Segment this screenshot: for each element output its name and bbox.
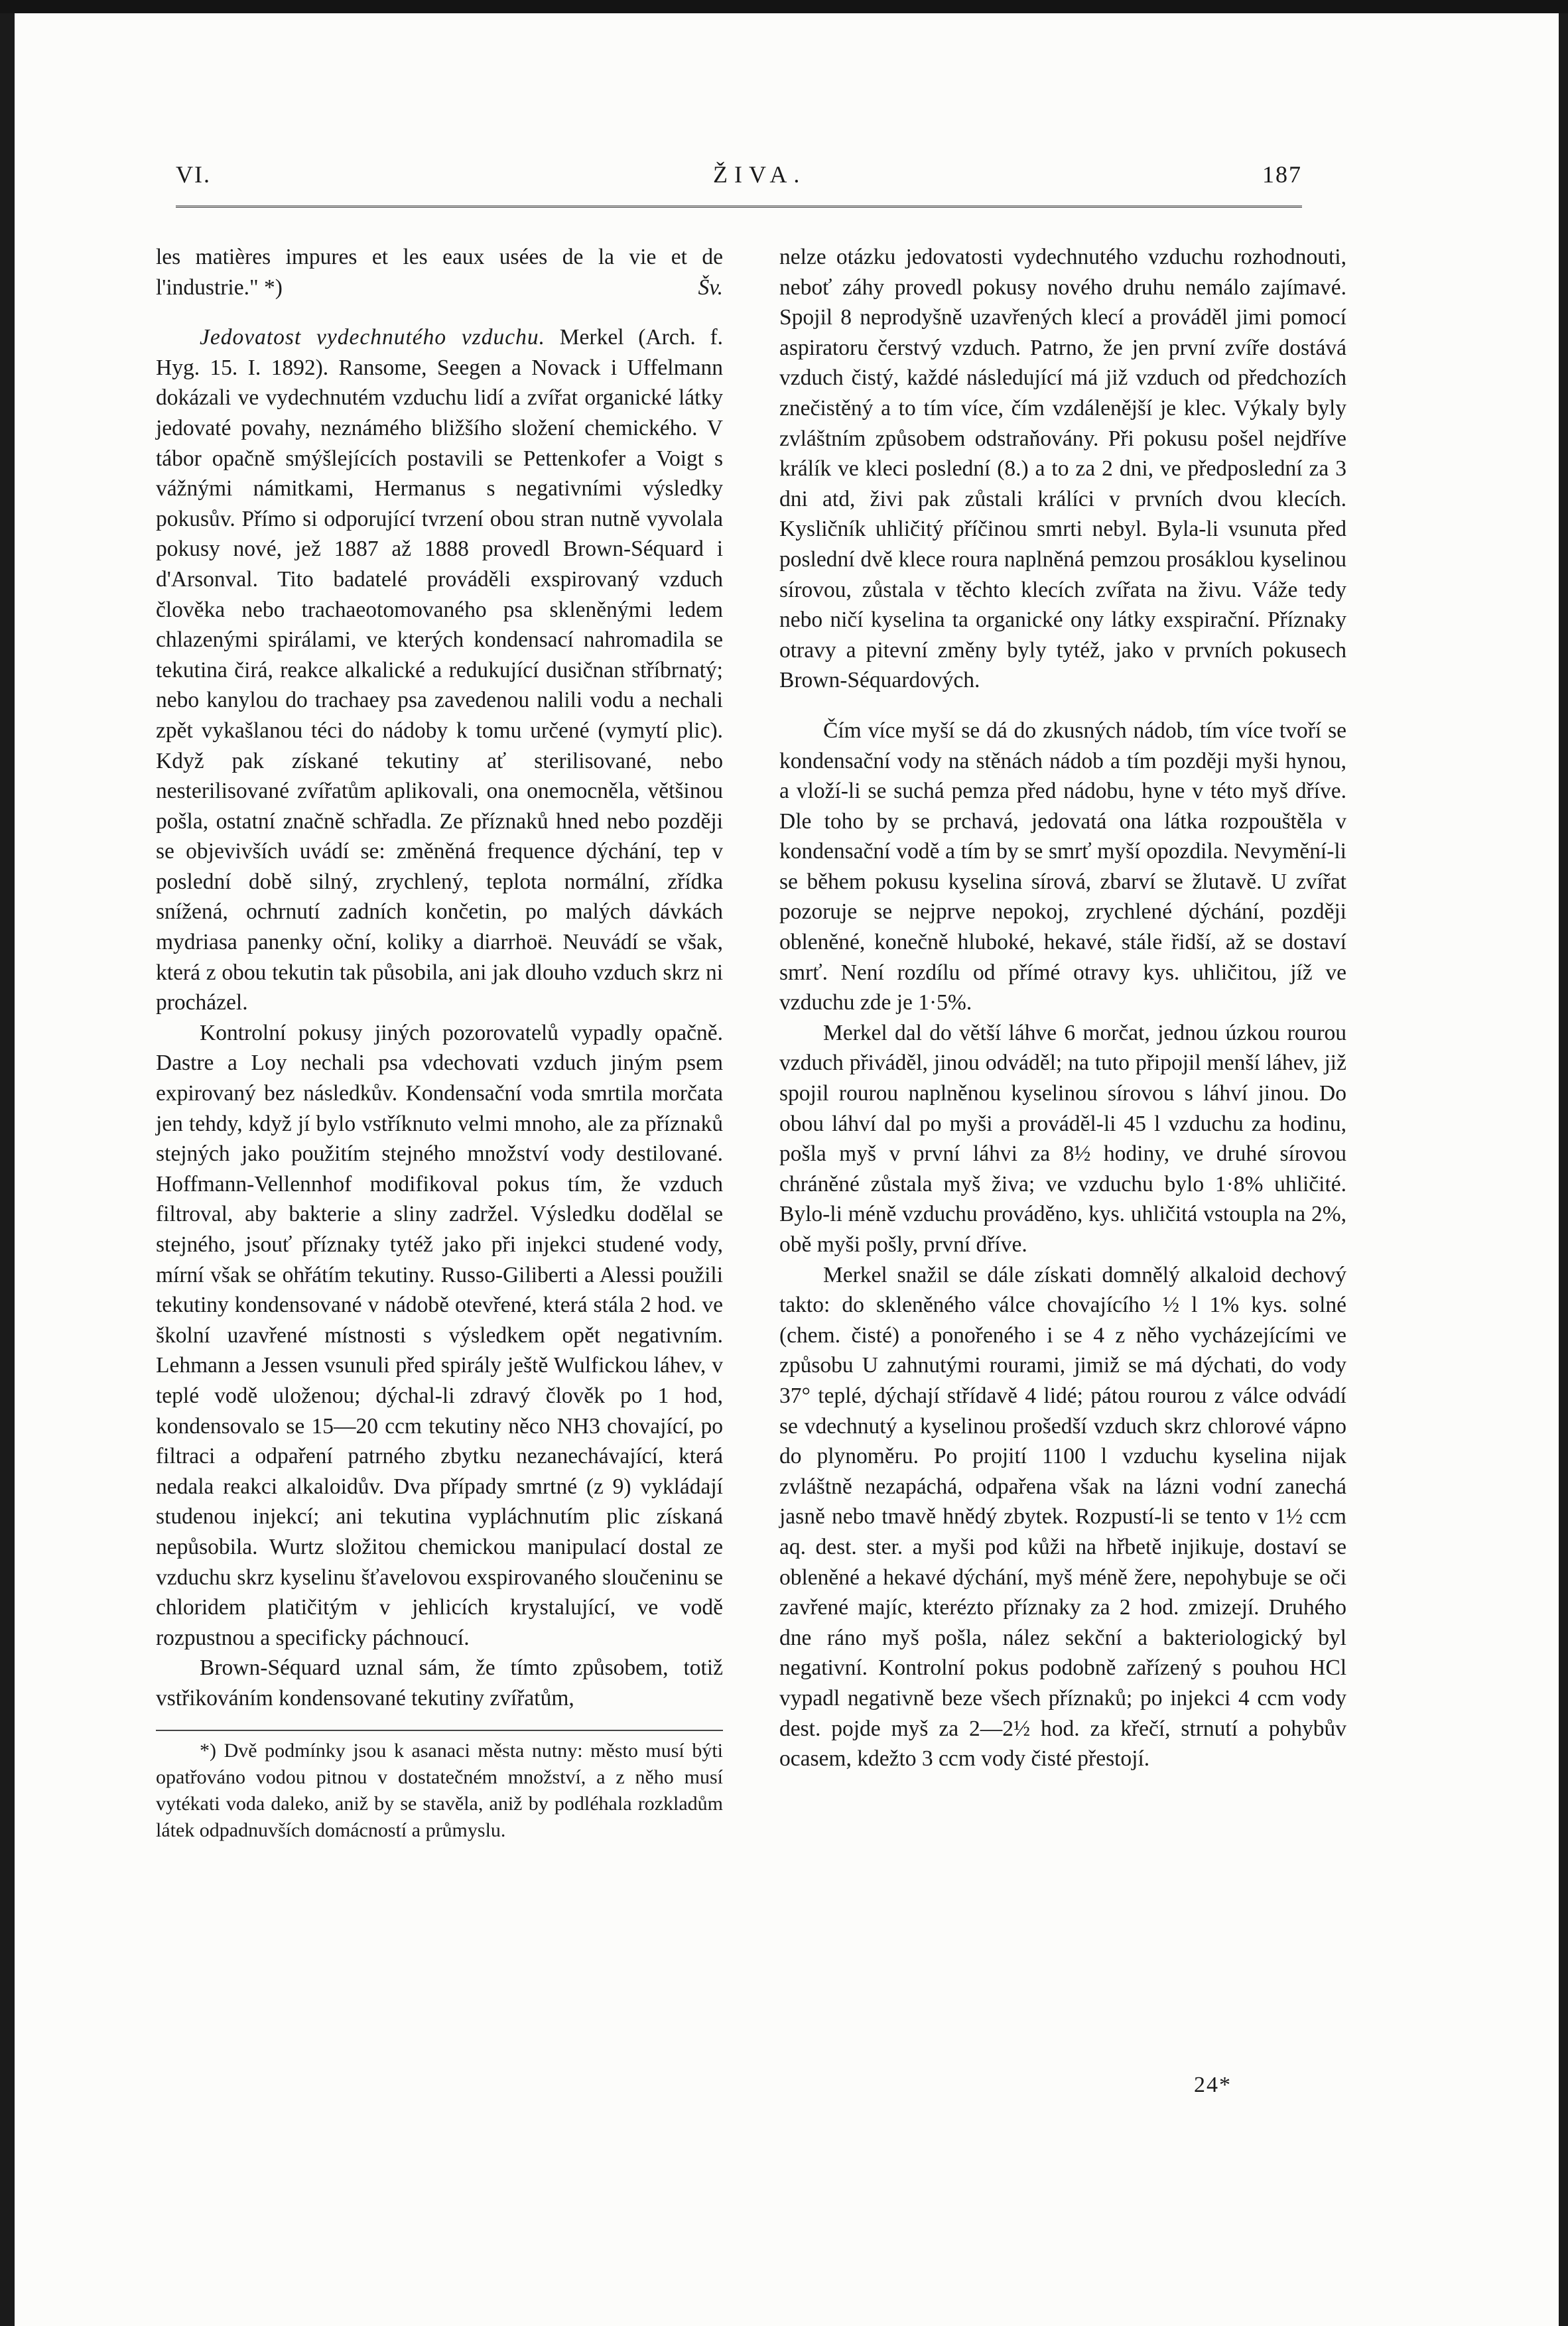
left-paragraph-3: Brown-Séquard uznal sám, že tímto způsobem, totiž vstřikováním kondensované tekutiny zvířatům, bbox=[156, 1655, 723, 1711]
right-paragraph-2: Čím více myší se dá do zkusných nádob, tím více tvoří se kondensační vody na stěnách nádob a tím později myši hynou, a vloží-li se suchá pemza před nádobu, hyne v této myš dříve. Dle toho by se prchavá, jedovatá ona látka rozpouštěla v kondensační vodě a tím by se smrť myší opozdila. Nevymění-li se během pokusu kyselina sírová, zbarví se žlutavě. U zvířat pozoruje se nejprve nepokoj, zrychlené dýchání, později obleněné, konečně hluboké, hekavé, stále řidší, až se dostaví smrť. Není rozdílu od přímé otravy kys. uhličitou, jíž ve vzduchu zde je 1·5%. bbox=[779, 718, 1346, 1015]
intro-signature: Šv. bbox=[698, 275, 723, 300]
header-rule bbox=[176, 206, 1302, 208]
right-column bbox=[779, 242, 1346, 1774]
intro-line: les matières impures et les eaux usées de la vie et de l'industrie." *) bbox=[156, 245, 723, 300]
section-title: Jedovatost vydechnutého vzduchu. bbox=[200, 325, 546, 350]
footnote bbox=[156, 1738, 723, 1844]
right-paragraph-1: nelze otázku jedovatosti vydechnutého vzduchu rozhodnouti, neboť záhy provedl pokusy nového druhu nemálo zajímavé. Spojil 8 neprodyšně uzavřených klecí a prováděl jimi pomocí aspiratoru čerstvý vzduch. Patrno, že jen první zvíře dostává vzduch čistý, každé následující má již vzduch od předchozích znečistěný a to tím více, čím vzdálenější je klec. Výkaly byly zvláštním způsobem odstraňovány. Při pokusu pošel nejdříve králík ve kleci poslední (8.) a to za 2 dni, ve předposlední za 3 dni atd, živi pak zůstali králíci v prvních dvou klecích. Kysličník uhličitý příčinou smrti nebyl. Byla-li vsunuta před poslední dvě klece roura naplněná pemzou prosáklou kyselinou sírovou, zůstala v těchto klecích zvířata na živu. Váže tedy nebo ničí kyselina ta organické ony látky exspirační. Příznaky otravy a pitevní změny byly tytéž, jako v prvních pokusech Brown-Séquardových. bbox=[779, 245, 1346, 693]
left-paragraph-1: Ransome, Seegen a Novack i Uffelmann dokázali ve vydechnutém vzduchu lidí a zvířat organické látky jedovaté povahy, neznámého bližšího složení chemického. V tábor opačně smýšlejících postavili se Pettenkofer a Voigt s vážnými námitkami, Hermanus s negativními výsledky pokusův. Přímo si odporující tvrzení obou stran nutně vyvolala pokusy nové, jež 1887 až 1888 provedl Brown-Séquard i d'Arsonval. Tito badatelé prováděli exspirovaný vzduch člověka nebo trachaeotomovaného psa skleněnými ledem chlazenými spirálami, ve kterých kondensací nahromadila se tekutina čirá, reakce alkalické a redukující dusičnan stříbrnatý; nebo kanylou do trachaey psa zavedenou nalili vodu a nechali zpět vykašlanou téci do nádoby k tomu určené (vymytí plic). Když pak získané tekutiny ať sterilisované, nebo nesterilisované zvířatům aplikovali, ona onemocněla, většinou pošla, ostatní značně schřadla. Ze příznaků hned nebo později se objevivších uvádí se: změněná frequence dýchání, tep v poslední době silný, zrychlený, teplota normální, zřídka snížená, ochrnutí zadních končetin, po malých dávkách mydriasa panenky oční, koliky a diarrhoë. Neuvádí se však, která z obou tekutin tak působila, ani jak dlouho vzduch skrz ni procházel. bbox=[156, 355, 723, 1015]
page-number: 187 bbox=[1262, 161, 1302, 188]
volume-number: VI. bbox=[176, 161, 211, 188]
footnote-rule bbox=[156, 1730, 723, 1731]
paragraph-gap bbox=[779, 696, 1346, 716]
left-column bbox=[156, 242, 723, 1714]
section-heading-paragraph bbox=[156, 322, 723, 1018]
intro-paragraph bbox=[156, 242, 723, 302]
footnote-text: *) Dvě podmínky jsou k asanaci města nutny: město musí býti opatřováno vodou pitnou v dostatečném množství, a z něho musí vytékati voda daleko, aniž by se stavěla, aniž by podléhala rozkladům látek odpadnuvších domácností a průmyslu. bbox=[156, 1740, 723, 1841]
section-gap bbox=[156, 302, 723, 322]
running-header bbox=[176, 161, 1302, 200]
right-paragraph-4: Merkel snažil se dále získati domnělý alkaloid dechový takto: do skleněného válce chovajícího ½ l 1% kys. solné (chem. čisté) a ponořeného i se 4 z něho vycházejícími ve způsobu U zahnutými rourami, jimiž se má dýchati, do vody 37° teplé, dýchají střídavě 4 lidé; pátou rourou z válce odvádí se vdechnutý a kyselinou prošedší vzduch skrz chlorové vápno do plynoměru. Po projití 1100 l vzduchu kyselina nijak zvláštně nezapáchá, odpařena však na lázni vodní zanechá jasně nebo tmavě hnědý zbytek. Rozpustí-li se tento v 1½ ccm aq. dest. ster. a myši pod kůži na hřbetě injikuje, dostaví se obleněné a hekavé dýchání, myš méně žere, nepohybuje se oči zavřené majíc, kterézto příznaky za 2 hod. zmizejí. Druhého dne ráno myš pošla, nález sekční a bakteriologický byl negativní. Kontrolní pokus podobně zařízený s pouhou HCl vypadl negativně beze všech příznaků; po injekci 4 ccm vody dest. pojde myš za 2—2½ hod. za křečí, strnutí a pohybův ocasem, kdežto 3 ccm vody čisté přestojí. bbox=[779, 1262, 1346, 1772]
section-reference: Merkel (Arch. f. Hyg. 15. I. 1892). bbox=[156, 325, 723, 380]
right-paragraph-3: Merkel dal do větší láhve 6 morčat, jednou úzkou rourou vzduch přiváděl, jinou odváděl; na tuto připojil menší láhev, již spojil rourou naplněnou kyselinou sírovou s láhví jinou. Do obou láhví dal po myši a prováděl-li 45 l vzduchu za hodinu, pošla myš v první láhvi za 8½ hodiny, ve druhé sírovou chráněné zůstala myš živa; ve vzduchu bylo 1·8% uhličité. Bylo-li méně vzduchu prováděno, kys. uhličitá vstoupla na 2%, obě myši pošly, první dříve. bbox=[779, 1020, 1346, 1257]
left-paragraph-2: Kontrolní pokusy jiných pozorovatelů vypadly opačně. Dastre a Loy nechali psa vdechovati vzduch jiným psem expirovaný bez následkův. Kondensační voda smrtila morčata jen tehdy, když jí bylo vstříknuto velmi mnoho, ale za příznaků stejných jako použitím stejného množství vody destilované. Hoffmann-Vellennhof modifikoval pokus tím, že vzduch filtroval, aby bakterie a sliny zadržel. Výsledku dodělal se stejného, jsouť příznaky tytéž jako při injekci studené vody, mírní však se ohřátím tekutiny. Russo-Giliberti a Alessi použili tekutiny kondensované v nádobě otevřené, která stála 2 hod. ve školní uzavřené místnosti s výsledkem opět negativním. Lehmann a Jessen vsunuli před spirály ještě Wulfickou láhev, v teplé vodě uloženou; dýchal-li zdravý člověk po 1 hod, kondensovalo se 15—20 ccm tekutiny něco NH3 chovající, po filtraci a odpaření patrného zbytku nezanechávající, která nedala reakci alkaloidův. Dva případy smrtné (z 9) vykládají studenou injekcí; ani tekutina vypláchnutím plic získaná nepůsobila. Wurtz složitou chemickou manipulací dostal ze vzduchu skrz kyselinu šťavelovou exspirovaného sloučeninu se chloridem platičitým v jehlicích krystalující, ve vodě rozpustnou a specificky páchnoucí. bbox=[156, 1020, 723, 1650]
journal-title: ŽIVA. bbox=[713, 161, 807, 188]
printer-signature-mark: 24* bbox=[1194, 2073, 1232, 2097]
